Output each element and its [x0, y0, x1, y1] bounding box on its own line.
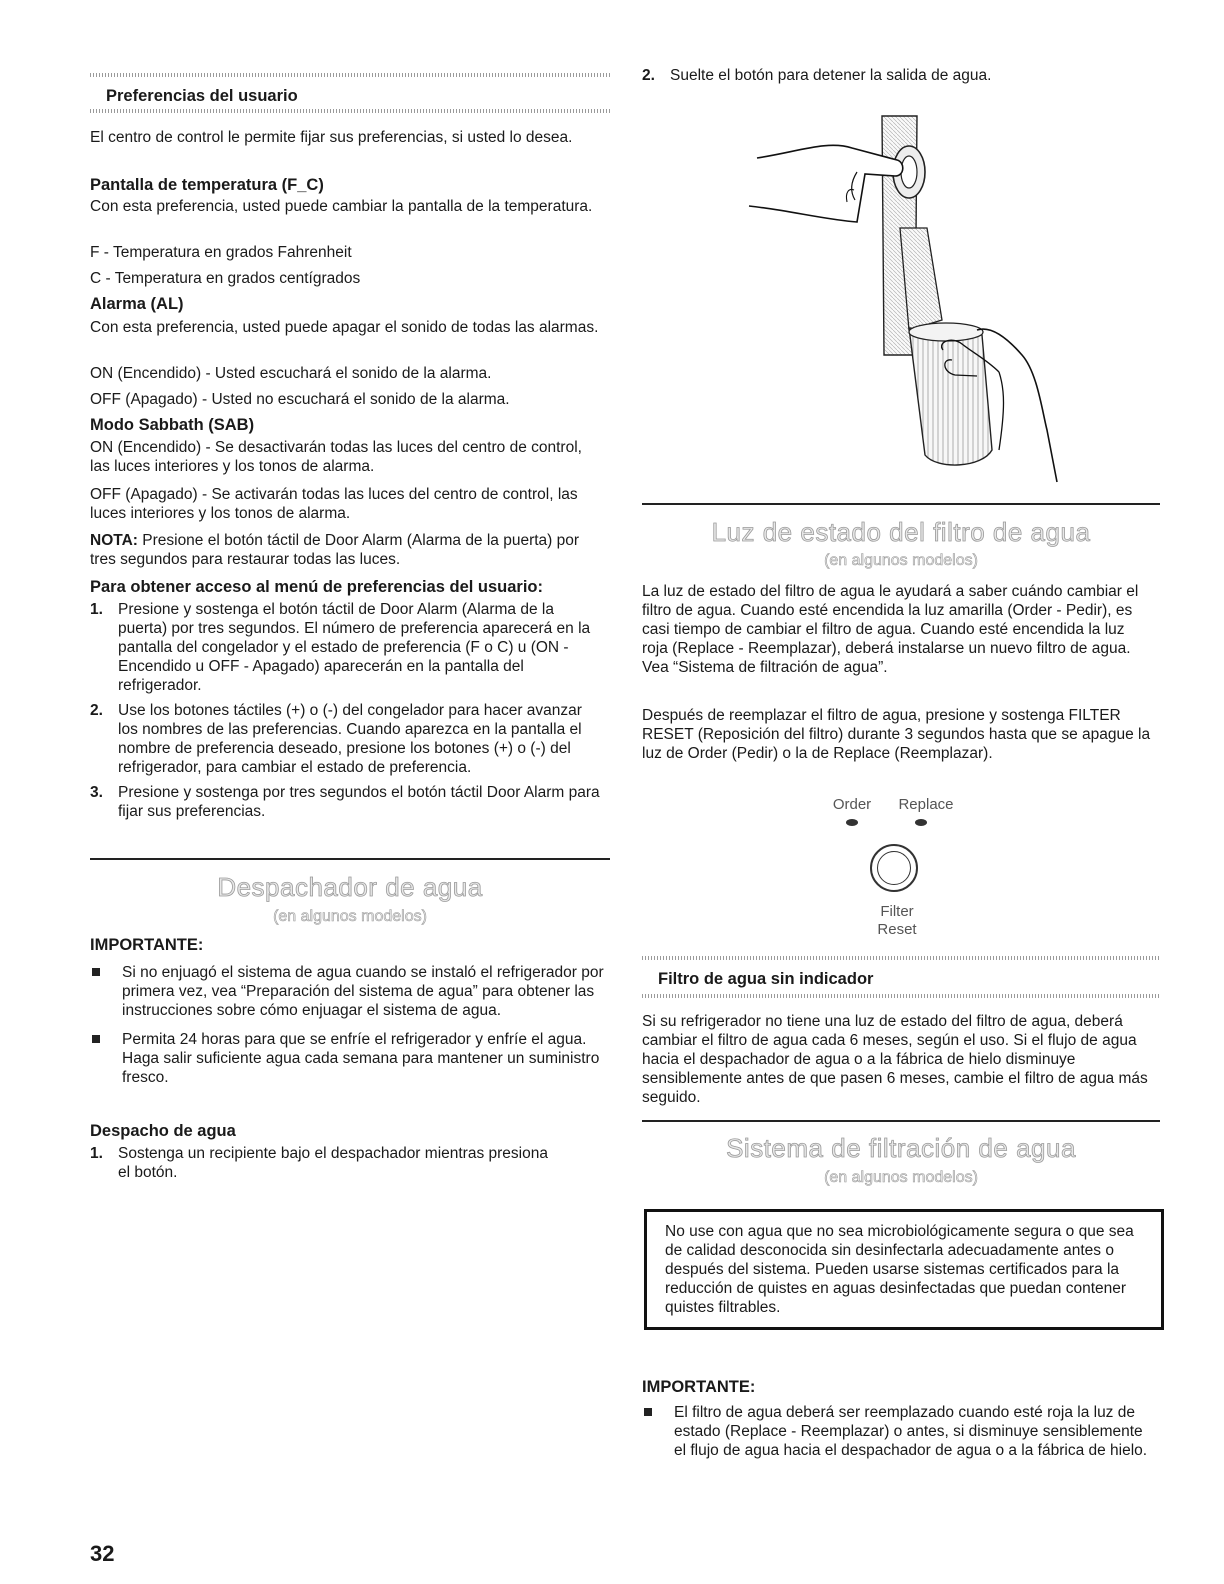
replace-indicator-icon — [915, 819, 927, 826]
no-indicator-heading: Filtro de agua sin indicador — [658, 970, 874, 988]
page-number: 32 — [90, 1541, 115, 1566]
step-number: 1. — [90, 1145, 103, 1162]
dispenser-illustration — [737, 110, 1077, 495]
note-label: NOTA: — [90, 532, 138, 549]
step-number: 2. — [642, 67, 655, 84]
preferences-intro: El centro de control le permite fijar sus preferencias, si usted lo desea. — [90, 129, 573, 146]
bullet-text: Si no enjuagó el sistema de agua cuando se instaló el refrigerador por primera vez, vea “Preparación del sistema de agua” para obtener las instrucciones sobre cómo enjuagar el sistema de agua. — [122, 964, 604, 1019]
temperature-c-option: C - Temperatura en grados centígrados — [90, 270, 361, 287]
temperature-f-option: F - Temperatura en grados Fahrenheit — [90, 244, 352, 261]
bullet-text: Permita 24 horas para que se enfríe el refrigerador y enfríe el agua. Haga salir suficiente agua cada semana para mantener un suministro fresco. — [122, 1031, 600, 1086]
filter-reset-button[interactable] — [870, 844, 918, 892]
step-number: 1. — [90, 601, 103, 618]
bullet-text: El filtro de agua deberá ser reemplazado cuando esté roja la luz de estado (Replace - Reemplazar) o antes, si disminuye sensiblemente el flujo de agua hacia el despachador de agua o a la fábrica de hielo. — [674, 1404, 1148, 1459]
step-text: Suelte el botón para detener la salida de agua. — [670, 67, 992, 84]
list-item — [90, 1144, 560, 1182]
list-item — [90, 783, 605, 821]
menu-steps-list — [90, 600, 605, 821]
no-indicator-text: Si su refrigerador no tiene una luz de estado del filtro de agua, deberá cambiar el filtro de agua cada 6 meses, según el uso. Si el flujo de agua hacia el despachador de agua o a la fábrica de hielo disminuye sensiblemente antes de que pasen 6 meses, cambie el filtro de agua más seguido. — [642, 1013, 1148, 1106]
important-label: IMPORTANTE: — [90, 936, 204, 954]
temperature-display-text: Con esta preferencia, usted puede cambiar la pantalla de la temperatura. — [90, 198, 593, 215]
warning-box — [644, 1209, 1164, 1330]
reset-label: Reset — [877, 921, 917, 938]
dispenser-section-title: Despachador de agua — [217, 872, 483, 902]
section-divider — [642, 503, 1160, 505]
bullet-icon — [644, 1408, 652, 1416]
dotted-divider — [90, 73, 610, 77]
list-item — [90, 701, 605, 777]
sabbath-off-option: OFF (Apagado) - Se activarán todas las luces del centro de control, las luces interiores y los tonos de alarma. — [90, 486, 578, 522]
filtration-system-title: Sistema de filtración de agua — [726, 1133, 1076, 1163]
important-list — [90, 963, 605, 1087]
temperature-display-heading: Pantalla de temperatura (F_C) — [90, 176, 324, 194]
filter-status-paragraph-2: Después de reemplazar el filtro de agua, presione y sostenga FILTER RESET (Reposición del filtro) durante 3 segundos hasta que se apague la luz de Order (Pedir) o la de Replace (Reemplazar). — [642, 707, 1151, 762]
sabbath-heading: Modo Sabbath (SAB) — [90, 416, 255, 434]
filtration-system-subtitle: (en algunos modelos) — [824, 1169, 978, 1186]
section-divider — [642, 1120, 1160, 1122]
order-indicator-icon — [846, 819, 858, 826]
list-item — [90, 600, 605, 695]
alarm-heading: Alarma (AL) — [90, 295, 184, 313]
step-number: 2. — [90, 702, 103, 719]
dotted-divider — [90, 109, 610, 113]
list-item — [90, 1030, 605, 1087]
bullet-icon — [92, 968, 100, 976]
alarm-off-option: OFF (Apagado) - Usted no escuchará el sonido de la alarma. — [90, 391, 510, 408]
list-item — [642, 1403, 1157, 1460]
important-label: IMPORTANTE: — [642, 1378, 756, 1396]
dotted-divider — [642, 956, 1160, 960]
dispensing-heading: Despacho de agua — [90, 1122, 236, 1140]
step-text: Use los botones táctiles (+) o (-) del congelador para hacer avanzar los nombres de las preferencias. Cuando aparezca en la pantalla el nombre de preferencia deseado, presione los botones (+) o (-) del refrigerador, para cambiar el estado de preferencia. — [118, 702, 582, 776]
alarm-text: Con esta preferencia, usted puede apagar el sonido de todas las alarmas. — [90, 319, 599, 336]
filter-status-paragraph-1: La luz de estado del filtro de agua le ayudará a saber cuándo cambiar el filtro de agua. Cuando esté encendida la luz amarilla (Order - Pedir), es casi tiempo de cambiar el filtro de agua. Cuando esté encendida la luz roja (Replace - Reemplazar), deberá instalarse un nuevo filtro de agua. Vea “Sistema de filtración de agua”. — [642, 583, 1139, 676]
step-text: Presione y sostenga el botón táctil de Door Alarm (Alarma de la puerta) por tres segundos. El número de preferencia aparecerá en la pantalla del congelador y el estado de preferencia (F o C) u (ON - Encendido u OFF - Apagado) aparecerán en la pantalla del refrigerador. — [118, 601, 591, 694]
warning-text: No use con agua que no sea microbiológicamente segura o que sea de calidad desconocida sin desinfectarla adecuadamente antes o después del sistema. Pueden usarse sistemas certificados para la reducción de quistes en aguas desinfectadas que puedan contener quistes filtrables. — [665, 1223, 1134, 1316]
filter-label: Filter — [880, 903, 914, 920]
bullet-icon — [92, 1035, 100, 1043]
note-paragraph — [90, 531, 590, 569]
dotted-divider — [642, 994, 1160, 998]
filter-control-panel — [817, 796, 977, 942]
button-ring-icon — [877, 851, 911, 885]
menu-access-heading: Para obtener acceso al menú de preferencias del usuario: — [90, 578, 544, 596]
dispenser-section-subtitle: (en algunos modelos) — [273, 908, 427, 925]
step-text: Sostenga un recipiente bajo el despachador mientras presiona el botón. — [118, 1145, 548, 1181]
note-text: Presione el botón táctil de Door Alarm (Alarma de la puerta) por tres segundos para restaurar todas las luces. — [90, 532, 580, 568]
step-text: Presione y sostenga por tres segundos el botón táctil Door Alarm para fijar sus preferencias. — [118, 784, 600, 820]
section-divider — [90, 858, 610, 860]
alarm-on-option: ON (Encendido) - Usted escuchará el sonido de la alarma. — [90, 365, 492, 382]
replace-label: Replace — [898, 796, 954, 813]
list-item — [90, 963, 605, 1020]
order-label: Order — [832, 796, 872, 813]
filter-status-subtitle: (en algunos modelos) — [824, 552, 978, 569]
dispensing-steps-continued — [642, 66, 1160, 85]
dispensing-steps — [90, 1144, 560, 1182]
preferences-heading: Preferencias del usuario — [106, 87, 298, 105]
sabbath-on-option: ON (Encendido) - Se desactivarán todas las luces del centro de control, las luces interiores y los tonos de alarma. — [90, 439, 582, 475]
step-number: 3. — [90, 784, 103, 801]
filter-status-title: Luz de estado del filtro de agua — [711, 517, 1091, 547]
list-item — [642, 66, 1160, 85]
important-list — [642, 1403, 1157, 1460]
